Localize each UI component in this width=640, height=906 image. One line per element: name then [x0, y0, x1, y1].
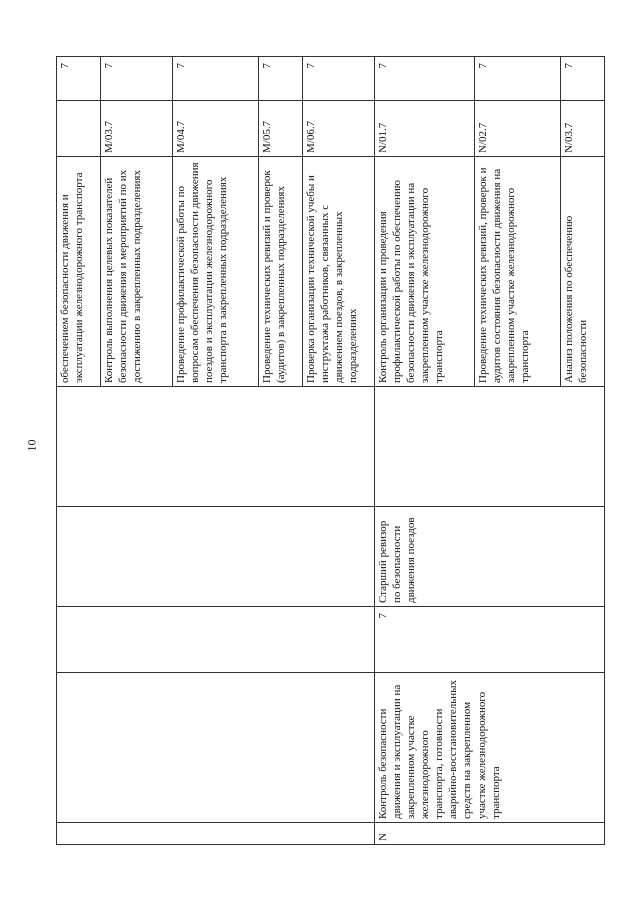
general-function-cell [57, 673, 375, 823]
table-row [57, 57, 101, 845]
function-cell: Контроль организации и проведения профилактической работы по обеспечению безопасности движения и эксплуатации на закрепленном участке железнодорожного транспорта [375, 157, 475, 387]
letter-cell: N [375, 823, 605, 845]
function-cell: Проверка организации технической учебы и инструктажа работников, связанных с движением поездов, в закрепленных подразделениях [303, 157, 375, 387]
qualification-cell [57, 607, 375, 673]
letter-cell [57, 823, 375, 845]
general-function-cell: Контроль безопасности движения и эксплуатации на закрепленном участке железнодорожного транспорта, готовности аварийно-восстановительных средств на закрепленном участке железнодорожного транспорта [375, 673, 605, 823]
code-cell: M/04.7 [173, 101, 259, 157]
position-cell: Старший ревизор по безопасности движения поездов [375, 507, 605, 607]
level-cell: 7 [561, 57, 605, 101]
level-cell: 7 [57, 57, 101, 101]
code-cell: N/03.7 [561, 101, 605, 157]
code-cell: M/05.7 [259, 101, 303, 157]
code-cell: M/06.7 [303, 101, 375, 157]
function-cell: обеспечением безопасности движения и эксплуатации железнодорожного транспорта [57, 157, 101, 387]
function-cell: Анализ положения по обеспечению безопасности [561, 157, 605, 387]
qualification-table [56, 56, 605, 845]
table-row [375, 57, 475, 845]
function-cell: Проведение технических ревизий, проверок и аудитов состояния безопасности движения на закрепленном участке железнодорожного транспорта [475, 157, 561, 387]
function-cell: Контроль выполнения целевых показателей безопасности движения и мероприятий по их достижению в закрепленных подразделениях [101, 157, 173, 387]
level-cell: 7 [101, 57, 173, 101]
level-cell: 7 [303, 57, 375, 101]
code-cell [57, 101, 101, 157]
blank-cell [375, 387, 605, 507]
level-cell: 7 [173, 57, 259, 101]
level-cell: 7 [375, 57, 475, 101]
qualification-cell: 7 [375, 607, 605, 673]
level-cell: 7 [259, 57, 303, 101]
page-number: 10 [24, 439, 39, 452]
rotated-table-container [56, 57, 616, 845]
level-cell: 7 [475, 57, 561, 101]
function-cell: Проведение технических ревизий и проверок (аудитов) в закрепленных подразделениях [259, 157, 303, 387]
position-cell [57, 507, 375, 607]
code-cell: M/03.7 [101, 101, 173, 157]
code-cell: N/02.7 [475, 101, 561, 157]
blank-cell [57, 387, 375, 507]
code-cell: N/01.7 [375, 101, 475, 157]
function-cell: Проведение профилактической работы по вопросам обеспечения безопасности движения поездов и эксплуатации железнодорожного транспорта в закрепленных подразделениях [173, 157, 259, 387]
